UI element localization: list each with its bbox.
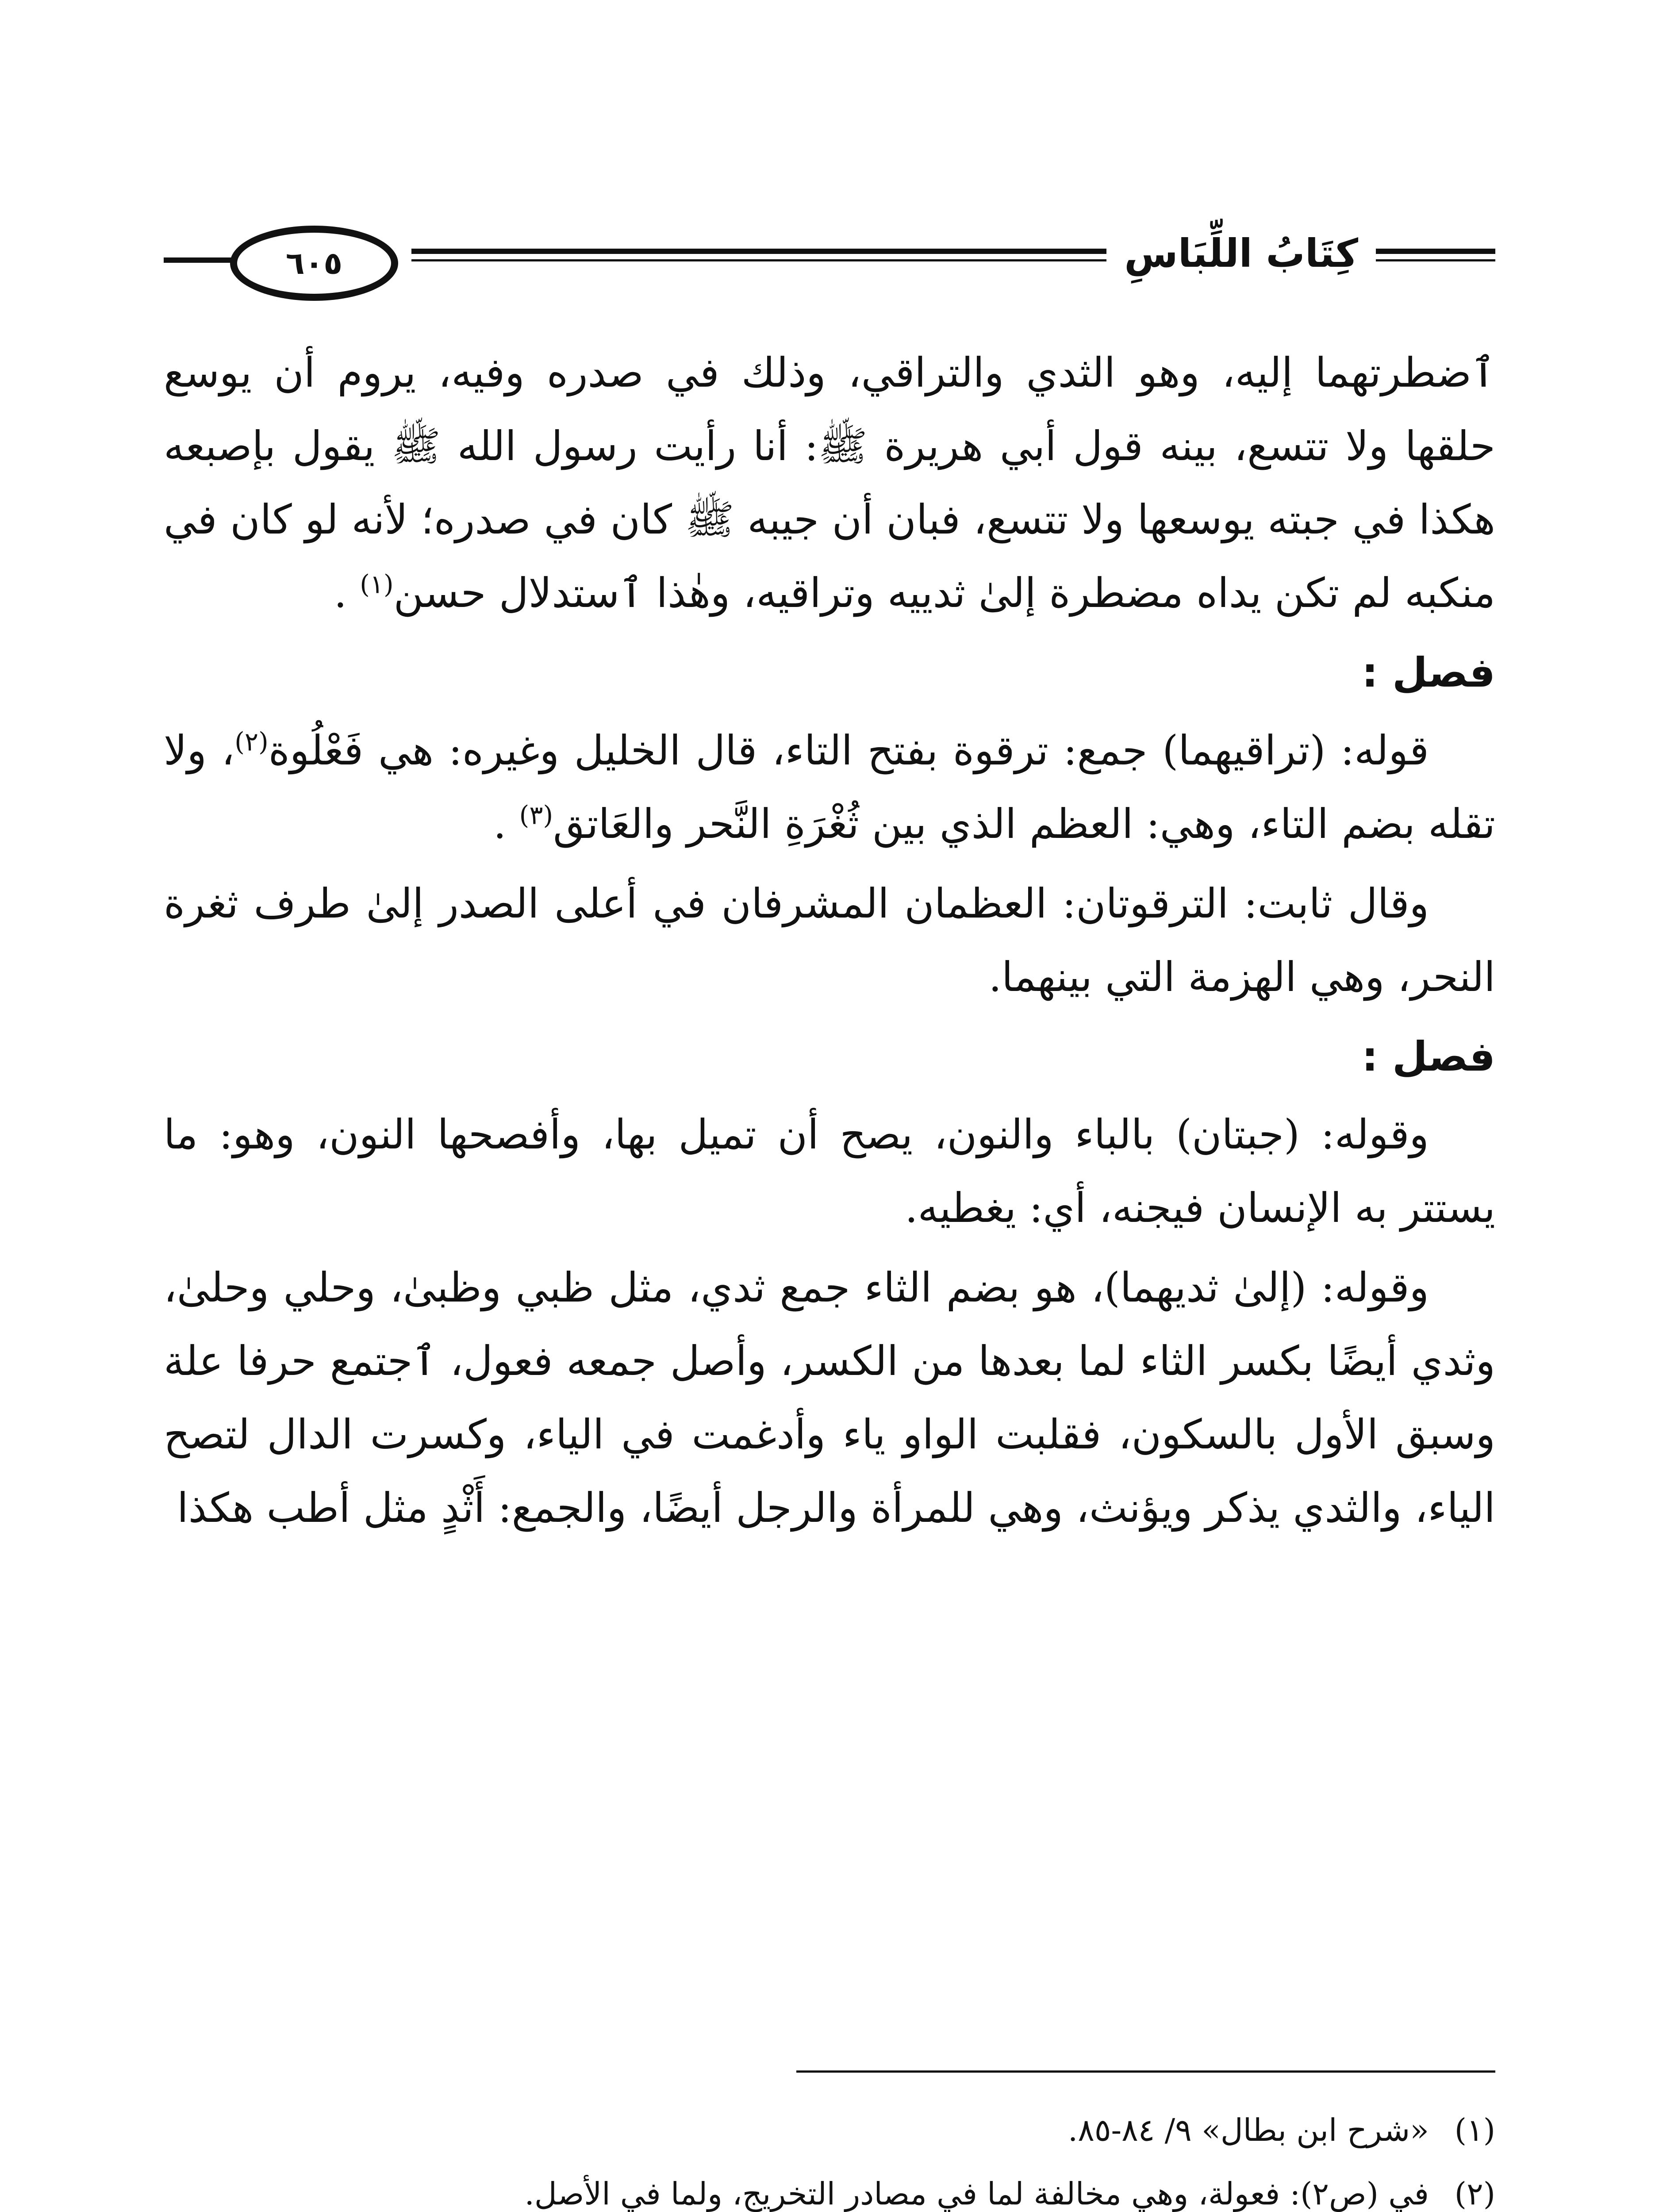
header-rule-left-thick: [164, 257, 234, 263]
paragraph: وقوله: (إلىٰ ثديهما)، هو بضم الثاء جمع ثدي، مثل ظبي وظبىٰ، وحلي وحلىٰ، وثدي أيضًا بكسر الثاء لما بعدها من الكسر، وأصل جمعه فعول، ٱجتمع حرفا علة وسبق الأول بالسكون، فقلبت الواو ياء وأدغمت في الياء، وكسرت الدال لتصح الياء، والثدي يذكر ويؤنث، وهي للمرأة والرجل أيضًا، والجمع: أَثْدٍ مثل أطب هكذا: [164, 1264, 1495, 1532]
paragraph: قوله: (تراقيهما) جمع: ترقوة بفتح التاء، قال الخليل وغيره: هي فَعْلُوة$^{(٢)}$، ولا تقله بضم التاء، وهي: العظم الذي بين ثُغْرَةِ النَّحر والعَاتق$^{(٣)}$ .: [164, 726, 1495, 848]
footnote: [164, 2101, 1495, 2159]
footnote-text: في (ص٢): فعولة، وهي مخالفة لما في مصادر التخريج، ولما في الأصل.: [524, 2176, 1429, 2212]
footnote-marker: (٣): [519, 800, 553, 830]
footnote-number: (٢): [1454, 2176, 1495, 2212]
page-number: ٦٠٥: [285, 245, 343, 281]
page-number-oval: [230, 226, 398, 301]
footnote-marker: (١): [360, 569, 394, 599]
footnotes: [164, 2101, 1495, 2212]
footnote-separator: [796, 2070, 1495, 2073]
footnote-text: «شرح ابن بطال» ٩/ ٨٤-٨٥.: [1068, 2112, 1429, 2148]
footnote-marker: (٢): [234, 726, 269, 757]
section-heading: فصل :: [1362, 649, 1495, 696]
section-heading: فصل :: [1362, 1033, 1495, 1080]
footnote: [164, 2165, 1495, 2212]
footnote-number: (١): [1454, 2112, 1495, 2148]
paragraph: ٱضطرتهما إليه، وهو الثدي والتراقي، وذلك في صدره وفيه، يروم أن يوسع حلقها ولا تتسع، بينه قول أبي هريرة ﷺ: أنا رأيت رسول الله ﷺ يقول بإصبعه هكذا في جبته يوسعها ولا تتسع، فبان أن جيبه ﷺ كان في صدره؛ لأنه لو كان في منكبه لم تكن يداه مضطرة إلىٰ ثدييه وتراقيه، وهٰذا ٱستدلال حسن$^{(١)}$ .: [164, 349, 1495, 617]
running-title: كِتَابُ اللِّبَاسِ: [1106, 230, 1376, 277]
main-text: [164, 336, 1495, 1551]
paragraph: وقال ثابت: الترقوتان: العظمان المشرفان في أعلى الصدر إلىٰ طرف ثغرة النحر، وهي الهزمة التي بينهما.: [164, 880, 1495, 1001]
paragraph: وقوله: (جبتان) بالباء والنون، يصح أن تميل بها، وأفصحها النون، وهو: ما يستتر به الإنسان فيجنه، أي: يغطيه.: [164, 1111, 1495, 1232]
running-header: [164, 217, 1495, 319]
